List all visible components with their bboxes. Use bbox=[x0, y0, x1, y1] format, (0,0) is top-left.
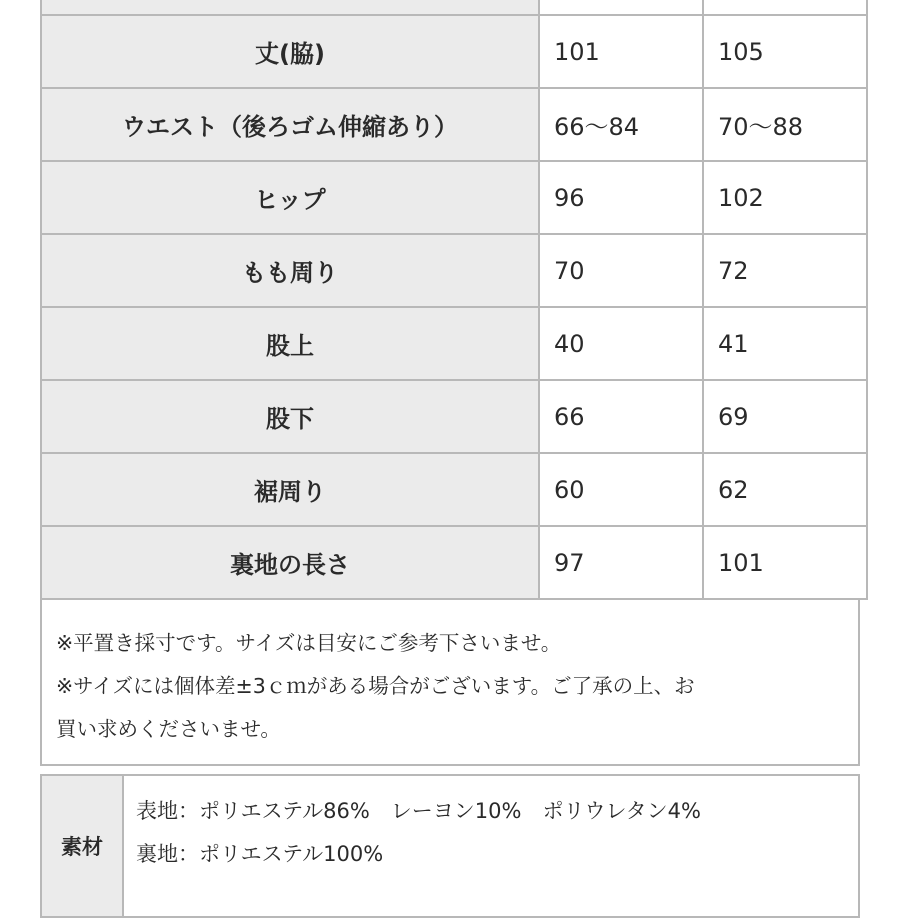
row-value-size-2: 41 bbox=[703, 307, 867, 380]
table-row bbox=[41, 307, 867, 380]
note-line: ※平置き採寸です。サイズは目安にご参考下さいませ。 bbox=[56, 631, 562, 655]
row-label: ウエスト（後ろゴム伸縮あり） bbox=[41, 88, 539, 161]
table-row bbox=[41, 380, 867, 453]
row-value-size-1: 60 bbox=[539, 453, 703, 526]
row-value-size-2: 62 bbox=[703, 453, 867, 526]
size-chart bbox=[40, 0, 860, 918]
row-value-size-2: 102 bbox=[703, 161, 867, 234]
row-label: 股上 bbox=[41, 307, 539, 380]
row-value-size-1: 40 bbox=[539, 307, 703, 380]
row-value-size-2: 69 bbox=[703, 380, 867, 453]
measurement-notes bbox=[40, 600, 860, 766]
row-value-size-1: 66 bbox=[539, 380, 703, 453]
row-value-size-1: 97 bbox=[539, 526, 703, 599]
row-value-size-1: 96 bbox=[539, 161, 703, 234]
table-row bbox=[41, 161, 867, 234]
note-line: ※サイズには個体差±3ｃｍがある場合がございます。ご了承の上、お bbox=[56, 674, 695, 698]
material-details bbox=[124, 776, 858, 916]
row-value-size-2: 101 bbox=[703, 526, 867, 599]
note-line: 買い求めくださいませ。 bbox=[56, 717, 281, 741]
table-row bbox=[41, 88, 867, 161]
row-value-size-2: 70〜88 bbox=[703, 88, 867, 161]
row-label: ヒップ bbox=[41, 161, 539, 234]
material-section bbox=[40, 774, 860, 918]
row-value-size-1: 70 bbox=[539, 234, 703, 307]
row-value-size-1: 101 bbox=[539, 15, 703, 88]
table-row bbox=[41, 526, 867, 599]
size-table bbox=[40, 0, 868, 600]
row-value-size-2: 105 bbox=[703, 15, 867, 88]
row-label: 裾周り bbox=[41, 453, 539, 526]
table-row bbox=[41, 453, 867, 526]
material-lining: 裏地：ポリエステル100% bbox=[136, 842, 384, 866]
table-cell-label bbox=[41, 0, 539, 15]
table-cell-value bbox=[703, 0, 867, 15]
row-value-size-2: 72 bbox=[703, 234, 867, 307]
table-row bbox=[41, 15, 867, 88]
row-label: もも周り bbox=[41, 234, 539, 307]
row-label: 裏地の長さ bbox=[41, 526, 539, 599]
material-outer: 表地：ポリエステル86% レーヨン10% ポリウレタン4% bbox=[136, 799, 701, 823]
row-label: 丈(脇) bbox=[41, 15, 539, 88]
material-label: 素材 bbox=[42, 776, 124, 916]
table-cell-value bbox=[539, 0, 703, 15]
table-row bbox=[41, 234, 867, 307]
row-value-size-1: 66〜84 bbox=[539, 88, 703, 161]
table-row bbox=[41, 0, 867, 15]
row-label: 股下 bbox=[41, 380, 539, 453]
